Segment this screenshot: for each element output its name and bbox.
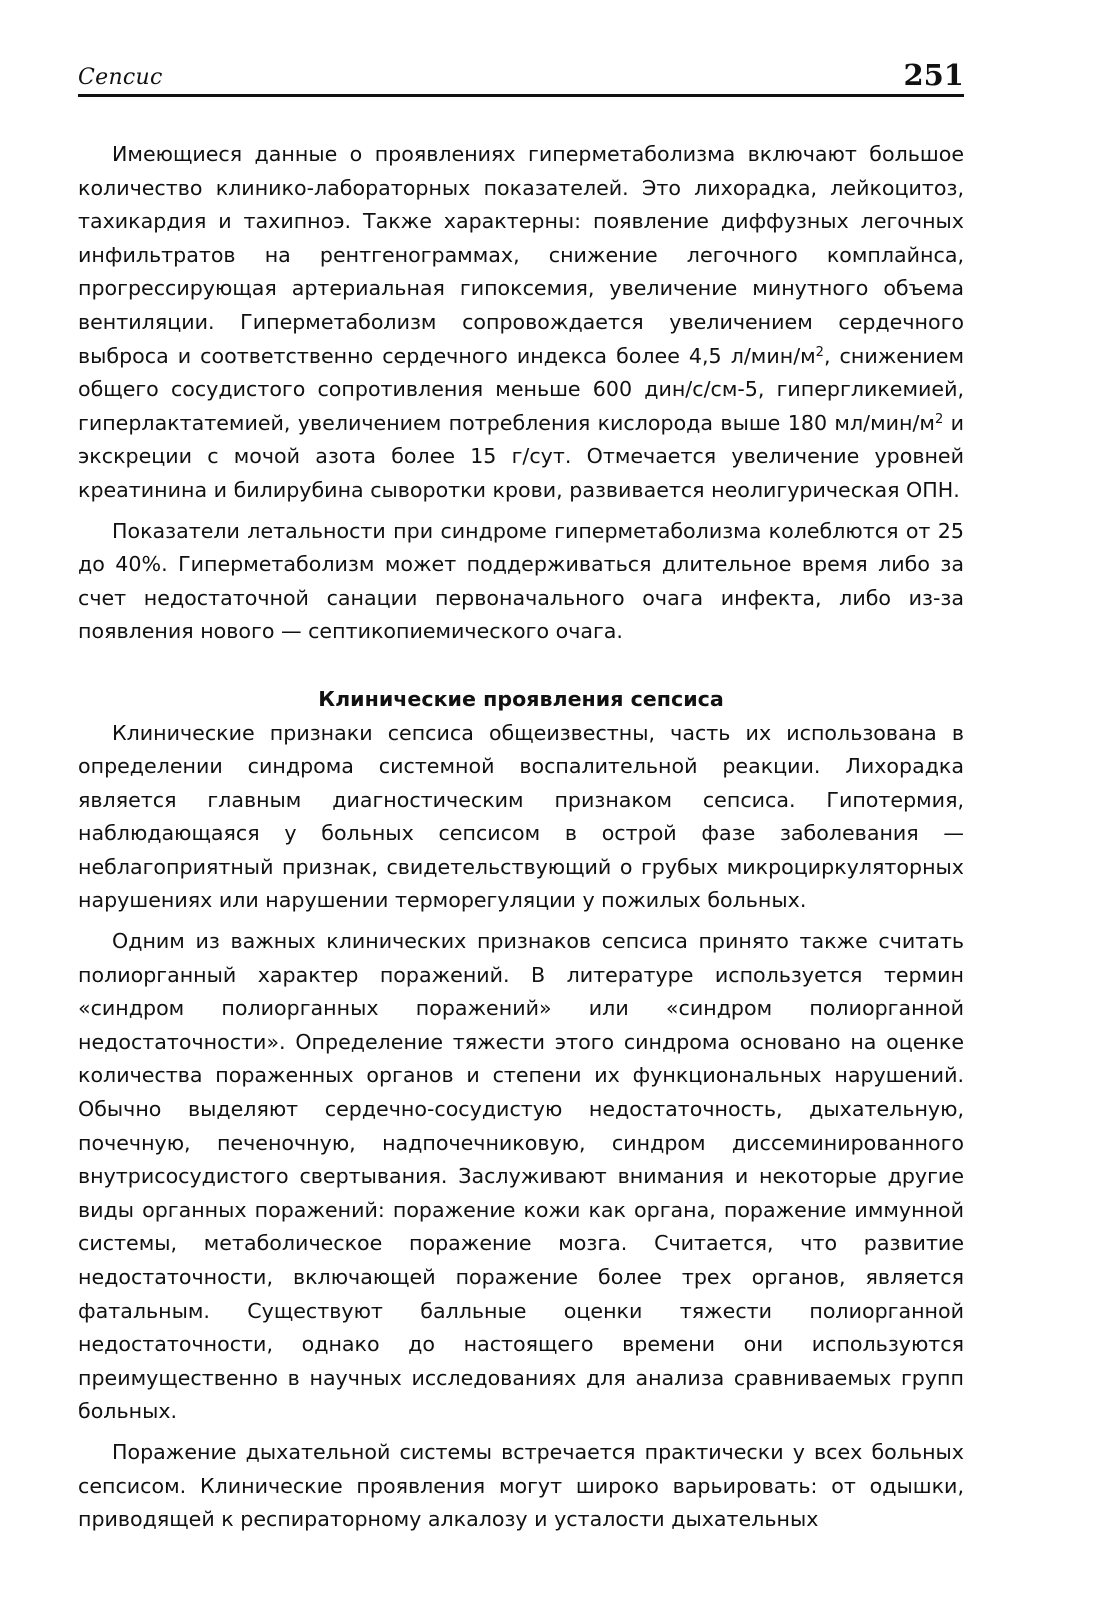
body-text: [78, 138, 964, 1537]
superscript: 2: [934, 411, 944, 427]
running-header: [78, 46, 964, 97]
section-heading: Клинические проявления сепсиса: [318, 686, 724, 711]
paragraph-respiratory-system: Поражение дыхательной системы встречается практически у всех больных сепсисом. Клинические проявления могут широко варьировать: от одышки, приводящей к респираторному алкалозу и усталости дыхательных: [78, 1439, 964, 1532]
paragraph-mortality: Показатели летальности при синдроме гиперметаболизма колеблются от 25 до 40%. Гиперметаболизм может поддерживаться длительное время либо за счет недостаточной санации первоначального очага инфекта, либо из-за появления нового — септикопиемического очага.: [78, 518, 964, 644]
paragraph-clinical-signs: Клинические признаки сепсиса общеизвестны, часть их использована в определении синдрома системной воспалительной реакции. Лихорадка является главным диагностическим признаком сепсиса. Гипотермия, наблюдающаяся у больных сепсисом в острой фазе заболевания — неблагоприятный признак, свидетельствующий о грубых микроциркуляторных нарушениях или нарушении терморегуляции у пожилых больных.: [78, 720, 964, 913]
paragraph-multiorgan-failure: Одним из важных клинических признаков сепсиса принято также считать полиорганный характер поражений. В литературе используется термин «синдром полиорганных поражений» или «синдром полиорганной недостаточности». Определение тяжести этого синдрома основано на оценке количества пораженных органов и степени их функциональных нарушений. Обычно выделяют сердечно-сосудистую недостаточность, дыхательную, почечную, печеночную, надпочечниковую, синдром диссеминированного внутрисосудистого свертывания. Заслуживают внимания и некоторые другие виды органных поражений: поражение кожи как органа, поражение иммунной системы, метаболическое поражение мозга. Считается, что развитие недостаточности, включающей поражение более трех органов, является фатальным. Существуют балльные оценки тяжести полиорганной недостаточности, однако до настоящего времени они используются преимущественно в научных исследованиях для анализа сравниваемых групп больных.: [78, 929, 964, 1424]
paragraph-text: , снижением общего сосудистого сопротивления меньше 600 дин/с/см-5, гипергликемией, гиперлактатемией, увеличением потребления кислорода выше 180 мл/мин/м: [78, 343, 964, 435]
superscript: 2: [815, 344, 824, 360]
running-title: Сепсис: [78, 65, 163, 90]
book-page: [78, 46, 964, 1566]
paragraph-text: Имеющиеся данные о проявлениях гиперметаболизма включают большое количество клинико-лабораторных показателей. Это лихорадка, лейкоцитоз, тахикардия и тахипноэ. Также характерны: появление диффузных легочных инфильтратов на рентгенограммах, снижение легочного комплайнса, прогрессирующая артериальная гипоксемия, увеличение минутного объема вентиляции. Гиперметаболизм сопровождается увеличением сердечного выброса и соответственно сердечного индекса более 4,5 л/мин/м: [78, 142, 964, 368]
paragraph-hypermetabolism-signs: [78, 138, 964, 508]
page-number: 251: [903, 58, 964, 92]
paragraph-text: и экскреции с мочой азота более 15 г/сут. Отмечается увеличение уровней креатинина и билирубина сыворотки крови, развивается неолигурическая ОПН.: [78, 410, 964, 502]
